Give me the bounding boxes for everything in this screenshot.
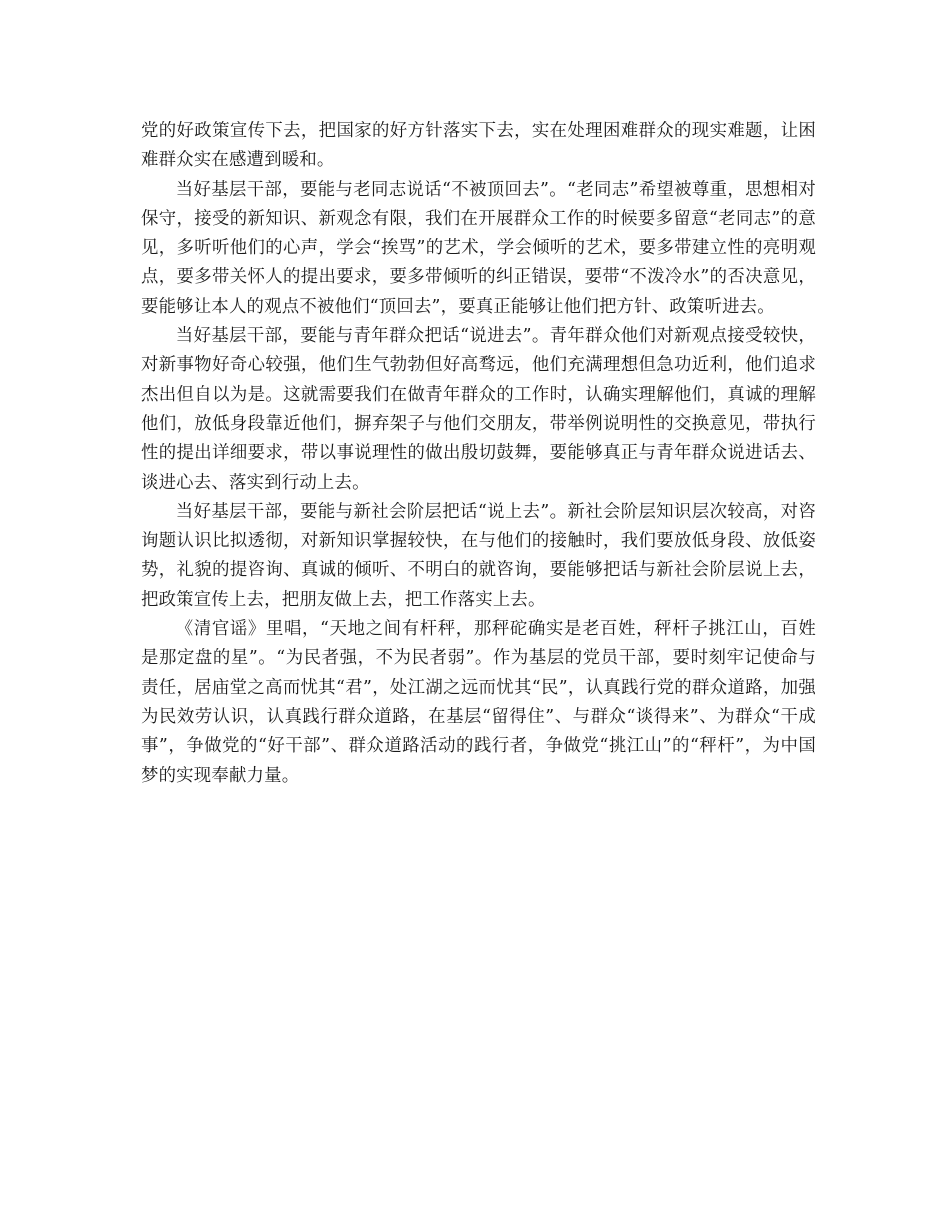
paragraph-2: 当好基层干部，要能与老同志说话“不被顶回去”。“老同志”希望被尊重，思想相对保守，接受的新知识、新观念有限，我们在开展群众工作的时候要多留意“老同志”的意见，多听听他们的心声，学会“挨骂”的艺术，学会倾听的艺术，要多带建立性的亮明观点，要多带关怀人的提出要求，要多带倾听的纠正错误，要带“不泼冷水”的否决意见，要能够让本人的观点不被他们“顶回去”，要真正能够让他们把方针、政策听进去。 [141, 179, 816, 317]
paragraph-1: 党的好政策宣传下去，把国家的好方针落实下去，实在处理困难群众的现实难题，让困难群众实在感遭到暖和。 [141, 121, 816, 171]
paragraph-3: 当好基层干部，要能与青年群众把话“说进去”。青年群众他们对新观点接受较快，对新事物好奇心较强，他们生气勃勃但好高骛远，他们充满理想但急功近利，他们追求杰出但自以为是。这就需要我们在做青年群众的工作时，认确实理解他们，真诚的理解他们，放低身段靠近他们，摒弃架子与他们交朋友，带举例说明性的交换意见，带执行性的提出详细要求，带以事说理性的做出殷切鼓舞，要能够真正与青年群众说进话去、谈进心去、落实到行动上去。 [141, 326, 816, 493]
paragraph-5: 《清官谣》里唱，“天地之间有杆秤，那秤砣确实是老百姓，秤杆子挑江山，百姓是那定盘的星”。“为民者强，不为民者弱”。作为基层的党员干部，要时刻牢记使命与责任，居庙堂之高而忧其“君”，处江湖之远而忧其“民”，认真践行党的群众道路，加强为民效劳认识，认真践行群众道路，在基层“留得住”、与群众“谈得来”、为群众“干成事”，争做党的“好干部”、群众道路活动的践行者，争做党“挑江山”的“秤杆”，为中国梦的实现奉献力量。 [141, 619, 816, 786]
document-body [141, 117, 816, 791]
paragraph-4: 当好基层干部，要能与新社会阶层把话“说上去”。新社会阶层知识层次较高，对咨询题认识比拟透彻，对新知识掌握较快，在与他们的接触时，我们要放低身段、放低姿势，礼貌的提咨询、真诚的倾听、不明白的就咨询，要能够把话与新社会阶层说上去，把政策宣传上去，把朋友做上去，把工作落实上去。 [141, 501, 816, 610]
